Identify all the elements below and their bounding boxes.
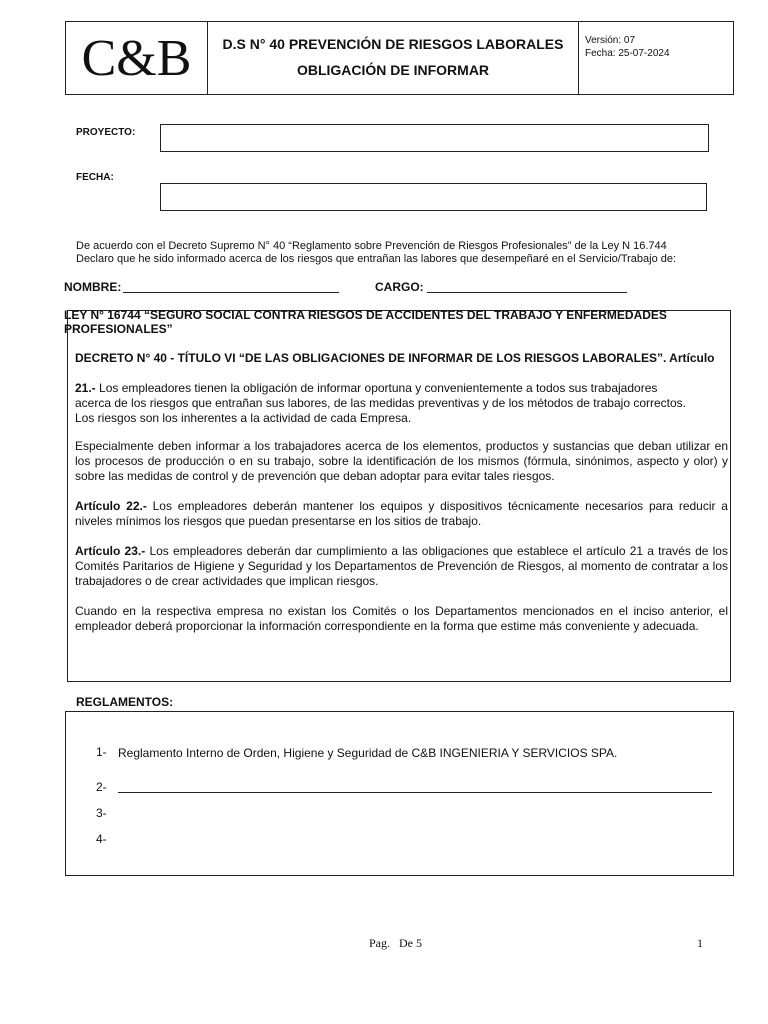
regulation-item-1-number: 1- xyxy=(96,745,107,759)
version-info xyxy=(579,22,733,94)
article-22-text: Los empleadores deberán mantener los equipos y dispositivos técnicamente necesarios para reducir a niveles mínimos los riesgos que puedan presentarse en los sitios de trabajo. xyxy=(75,499,728,528)
regulations-title: REGLAMENTOS: xyxy=(76,695,174,709)
version-label: Versión: 07 xyxy=(585,35,636,46)
page-number: 1 xyxy=(697,936,703,950)
name-line[interactable] xyxy=(123,292,339,293)
regulation-item-1-text: Reglamento Interno de Orden, Higiene y Seguridad de C&B INGENIERIA Y SERVICIOS SPA. xyxy=(118,746,618,760)
article-21 xyxy=(75,381,728,426)
regulation-item-2-line[interactable] xyxy=(118,792,712,793)
article-21-line-2: acerca de los riesgos que entrañan sus labores, de las medidas preventivas y de los métodos de trabajo correctos. xyxy=(75,396,687,410)
page-indicator: Pag. De 5 xyxy=(369,936,422,950)
decree-heading: DECRETO N° 40 - TÍTULO VI “DE LAS OBLIGACIONES DE INFORMAR DE LOS RIESGOS LABORALES”. Artículo xyxy=(75,351,715,365)
law-heading-line-2: PROFESIONALES” xyxy=(64,322,173,336)
document-header xyxy=(65,21,734,95)
date-field[interactable] xyxy=(160,183,707,211)
article-22-number: Artículo 22.- xyxy=(75,499,147,513)
paragraph-5: Cuando en la respectiva empresa no existan los Comités o los Departamentos mencionados en el inciso anterior, el empleador deberá proporcionar la información correspondiente en la forma que estime más conveniente y adecuada. xyxy=(75,604,728,633)
name-label: NOMBRE: xyxy=(64,280,122,294)
article-23-number: Artículo 23.- xyxy=(75,544,146,558)
article-21-number: 21.- xyxy=(75,381,96,395)
paragraph-2: Especialmente deben informar a los trabajadores acerca de los elementos, productos y sustancias que deban utilizar en los procesos de producción o en su trabajo, sobre la identificación de los mismos (fórmula, sinónimos, aspecto y olor) y sobre las medidas de control y de prevención que deban adoptar para evitar tales riesgos. xyxy=(75,439,728,483)
article-23-text: Los empleadores deberán dar cumplimiento a las obligaciones que establece el artículo 21 a través de los Comités Paritarios de Higiene y Seguridad y los Departamentos de Prevención de Riesgos, al momento de contratar a los trabajadores o de crear actividades que implican riesgos. xyxy=(75,544,728,588)
position-label: CARGO: xyxy=(375,280,424,294)
company-logo: C&B xyxy=(66,22,208,94)
project-label: PROYECTO: xyxy=(76,127,136,138)
regulation-item-2-number: 2- xyxy=(96,780,107,794)
regulation-item-3-number: 3- xyxy=(96,806,107,820)
date-field-label: FECHA: xyxy=(76,172,114,183)
title-line-1: D.S N° 40 PREVENCIÓN DE RIESGOS LABORALES xyxy=(222,36,564,52)
intro-line-1: De acuerdo con el Decreto Supremo N° 40 “Reglamento sobre Prevención de Riesgos Profesionales” de la Ley N 16.744 xyxy=(76,240,667,252)
intro-line-2: Declaro que he sido informado acerca de los riesgos que entrañan las labores que desempeñaré en el Servicio/Trabajo de: xyxy=(76,253,677,265)
article-22 xyxy=(75,499,728,529)
project-field[interactable] xyxy=(160,124,709,152)
title-line-2: OBLIGACIÓN DE INFORMAR xyxy=(296,62,490,78)
article-21-line-1: Los empleadores tienen la obligación de informar oportuna y convenientemente a todos sus trabajadores xyxy=(95,381,658,395)
date-label: Fecha: 25-07-2024 xyxy=(585,48,670,59)
regulation-item-4-number: 4- xyxy=(96,832,107,846)
article-23 xyxy=(75,544,728,589)
regulations-frame xyxy=(65,711,734,876)
position-line[interactable] xyxy=(427,292,627,293)
article-21-line-3: Los riesgos son los inherentes a la actividad de cada Empresa. xyxy=(75,411,412,425)
law-heading-line-1: LEY N° 16744 “SEGURO SOCIAL CONTRA RIESGOS DE ACCIDENTES DEL TRABAJO Y ENFERMEDADES xyxy=(64,308,667,322)
document-title xyxy=(208,22,579,94)
